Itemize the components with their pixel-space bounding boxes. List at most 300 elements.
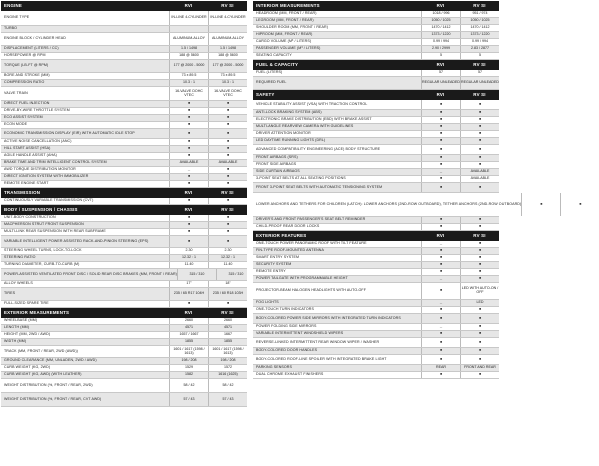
spec-value-rvi: 1582 [169,372,208,378]
spec-value-rvsi: 4571 [208,325,247,331]
spec-value-rvi [169,26,208,32]
spec-label: HILL START ASSIST (HSA) [4,146,51,151]
spec-row-power-folding-side-mirrors [253,324,499,331]
standard-bullet-icon [169,229,208,235]
spec-label: REVERSE-LINKED INTERMITTENT REAR WINDOW WIPER / WASHER [256,339,380,344]
standard-bullet-icon [460,124,499,130]
trim-column-label-rvi: RVI [436,61,445,67]
spec-row-displacement-liters-cc [1,46,247,53]
spec-value-rvsi: 58 / 42 [208,379,247,392]
spec-row-direct-ignition-system-with-immobilizer [1,174,247,181]
spec-label: ECON MODE [4,122,28,127]
standard-bullet-icon [169,101,208,107]
spec-row-awd-torque-distribution-monitor [1,167,247,174]
spec-label: PROJECTOR-BEAM HALOGEN HEADLIGHTS WITH AUTO-OFF [256,288,366,293]
spec-row-variable-intelligent-power-assisted-rack [1,236,247,248]
standard-bullet-icon [460,255,499,261]
spec-row-active-noise-cancellation-anc [1,139,247,146]
standard-bullet-icon [208,301,247,307]
spec-label: PARKING SENSORS [256,365,292,370]
spec-row-economic-transmission-display-eir-with-a [1,129,247,139]
spec-row-passenger-volume-m-liters [253,46,499,53]
spec-label: LED DAYTIME RUNNING LIGHTS (DRL) [256,138,326,143]
standard-bullet-icon [421,372,460,378]
section-title: INTERIOR MEASUREMENTS [256,2,320,8]
standard-bullet-icon [169,215,208,221]
spec-value-rvsi: FRONT AND REAR [460,365,499,371]
standard-bullet-icon [208,174,247,180]
spec-value-rvi: REGULAR UNLEADED [421,77,460,89]
spec-label: FOG LIGHTS [256,300,279,305]
section-header-exterior-measurements [1,308,247,318]
spec-label: WHEELBASE (MM) [4,318,38,323]
spec-value-rvsi: 57 [460,70,499,76]
spec-label: DRIVE-BY-WIRE THROTTLE SYSTEM [4,108,70,113]
spec-row-hill-start-assist-hsa [1,146,247,153]
spec-label: MACPHERSON STRUT FRONT SUSPENSION [4,222,84,227]
spec-value-rvsi: 315 / 310 [216,269,255,280]
spec-label: HORSEPOWER @ RPM [4,53,46,58]
spec-label: MULTI-ANGLE REARVIEW CAMERA WITH GUIDELINES [256,124,354,129]
spec-row-body-colored-door-handles [253,348,499,355]
standard-bullet-icon [208,129,247,138]
spec-value-rvsi: 18" [208,281,247,287]
standard-bullet-icon [208,139,247,145]
spec-value-rvsi: 57 / 43 [208,393,247,406]
spec-value-rvi: 1657 / 1667 [169,332,208,338]
spec-value-rvi: REAR [421,365,460,371]
standard-bullet-icon [169,129,208,138]
spec-row-econ-mode [1,122,247,129]
standard-bullet-icon [208,101,247,107]
spec-row-turning-diameter-curb-to-curb-m [1,262,247,269]
spec-value-rvi: 1529 [169,365,208,371]
trim-column-label-rvsi: RV SI [221,2,234,8]
standard-bullet-icon [421,117,460,123]
spec-row-fog-lights [253,300,499,307]
spec-row-curb-weight-kg-2wd [1,365,247,372]
spec-label: LEGROOM (MM, FRONT / REAR) [256,18,314,23]
standard-bullet-icon [460,276,499,282]
standard-bullet-icon [460,372,499,378]
standard-bullet-icon [421,338,460,347]
spec-row-remote-entry [253,269,499,276]
spec-row-curb-weight-kg-awd-with-leather [1,372,247,379]
spec-label: ELECTRONIC BRAKE DISTRIBUTION (EBD) WITH BRAKE ASSIST [256,117,372,122]
trim-column-label-rvi: RVI [436,91,445,97]
standard-bullet-icon [460,138,499,144]
spec-value-rvsi: ALUMINUM-ALLOY [208,33,247,45]
spec-value-rvi: 57 [421,70,460,76]
spec-row-parking-sensors [253,365,499,372]
standard-bullet-icon [421,124,460,130]
spec-label: UNIT-BODY CONSTRUCTION [4,215,56,220]
standard-bullet-icon [421,331,460,337]
spec-label: AWD TORQUE DISTRIBUTION MONITOR [4,167,76,172]
standard-bullet-icon [421,176,460,182]
spec-row-unit-body-construction [1,215,247,222]
spec-row-multi-link-rear-suspension-with-rear-sub [1,229,247,236]
spec-label: REMOTE ENTRY [256,269,286,274]
standard-bullet-icon [421,183,460,192]
section-header-interior-measurements [253,1,499,11]
standard-bullet-icon [169,122,208,128]
spec-label: TRACK (MM, FRONT / REAR, 2WD (AWD)) [4,348,78,353]
standard-bullet-icon [460,324,499,330]
spec-label: POWER-ASSISTED VENTILATED FRONT DISC / SOLID REAR DISC BRAKES (MM, FRONT / REAR) [4,271,177,276]
standard-bullet-icon [421,162,460,168]
spec-label: TIRES [4,291,16,296]
section-title: FUEL & CAPACITY [256,61,299,67]
standard-bullet-icon [169,301,208,307]
spec-value-rvsi: 1373 / 1220 [460,32,499,38]
standard-bullet-icon [421,145,460,154]
standard-bullet-icon [460,331,499,337]
spec-row-front-airbags-srs [253,155,499,162]
spec-row-cargo-volume-m-liters [253,39,499,46]
spec-label: HEADROOM (MM, FRONT / REAR) [256,11,317,16]
spec-label: CONTINUOUSLY VARIABLE TRANSMISSION (CVT) [4,198,94,203]
spec-value-rvi: 57 / 43 [169,393,208,406]
spec-label: VARIABLE INTELLIGENT POWER ASSISTED RACK-AND-PINION STEERING (EPS) [4,238,149,243]
spec-label: DISPLACEMENT (LITERS / CC) [4,46,59,51]
standard-bullet-icon [169,236,208,247]
spec-value-rvi: 11.40 [169,262,208,268]
section-title: TRANSMISSION [4,189,41,195]
spec-value-rvi: 315 / 310 [177,269,216,280]
section-header-body-suspension-chassis [1,205,247,215]
spec-label: TORQUE (LB-FT @ RPM) [4,63,49,68]
spec-row-horsepower-rpm [1,53,247,60]
spec-value-rvsi: REGULAR UNLEADED [460,77,499,89]
spec-row-driver-s-and-front-passenger-s-seat-belt [253,217,499,224]
spec-label: DIRECT FUEL INJECTION [4,101,50,106]
spec-row-width-mm [1,339,247,346]
spec-value-rvi: 4571 [169,325,208,331]
section-title: EXTERIOR MEASUREMENTS [4,309,70,315]
spec-label: SIDE CURTAIN AIRBAGS [256,169,300,174]
spec-row-advanced-compatibility-engineering-ace-b [253,145,499,155]
spec-row-lower-anchors-and-tethers-for-children-l [253,193,522,217]
spec-row-ground-clearance-mm-unladen-2wd-awd [1,358,247,365]
standard-bullet-icon [460,224,499,230]
standard-bullet-icon [169,222,208,228]
spec-label: ECONOMIC TRANSMISSION DISPLAY (EIR) WITH AUTOMATIC IDLE STOP [4,130,135,135]
spec-value-rvi: 10.3 : 1 [169,80,208,86]
spec-row-brake-time-and-trim-intelligent-control- [1,160,247,167]
spec-value-rvsi: 5 [460,53,499,59]
spec-value-rvsi: 235 / 60 R18 103H [208,288,247,300]
spec-value-rvsi: LED WITH AUTO-ON / OFF [460,283,499,299]
spec-row-electronic-brake-distribution-ebd-with-b [253,117,499,124]
spec-value-rvsi: 16-VALVE DOHC VTEC [208,87,247,100]
spec-label: HEIGHT (MM, 2WD / AWD) [4,332,51,337]
spec-label: FRONT SIDE AIRBAGS [256,162,297,167]
spec-row-legroom-mm-front-rear [253,18,499,25]
standard-bullet-icon [208,198,247,204]
spec-label: WEIGHT DISTRIBUTION (%, FRONT / REAR, 2WD) [4,382,93,387]
right-spec-column [253,1,522,379]
standard-bullet-icon [421,138,460,144]
spec-label: WEIGHT DISTRIBUTION (%, FRONT / REAR, CVT AWD) [4,396,102,401]
trim-column-label-rvsi: RV SI [473,61,486,67]
not-available-dash-icon [421,241,460,247]
spec-label: AGILE HANDLE ASSIST (AHA) [4,153,57,158]
spec-value-rvsi: LED [460,300,499,306]
section-title: ENGINE [4,2,23,8]
spec-row-engine-type [1,11,247,26]
standard-bullet-icon [460,183,499,192]
standard-bullet-icon [208,122,247,128]
spec-label: VEHICLE STABILITY ASSIST (VSA) WITH TRACTION CONTROL [256,101,368,106]
spec-row-macpherson-strut-front-suspension [1,222,247,229]
trim-column-label-rvsi: RV SI [221,206,234,212]
standard-bullet-icon [421,355,460,364]
standard-bullet-icon [460,131,499,137]
section-header-safety [253,90,499,100]
trim-column-label-rvsi: RV SI [221,189,234,195]
spec-row-bore-and-stroke-mm [1,73,247,80]
spec-row-drive-by-wire-throttle-system [1,108,247,115]
spec-row-body-colored-power-side-mirrors-with-int [253,314,499,324]
spec-row-one-touch-turn-indicators [253,307,499,314]
spec-value-rvsi: 2660 [208,318,247,324]
trim-column-label-rvsi: RV SI [473,2,486,8]
standard-bullet-icon [169,198,208,204]
spec-value-rvsi: 1572 [208,365,247,371]
spec-row-projector-beam-halogen-headlights-with-a [253,283,499,300]
spec-row-turbo [1,26,247,33]
spec-value-rvsi: AVAILABLE [208,160,247,166]
standard-bullet-icon [460,248,499,254]
spec-row-direct-fuel-injection [1,101,247,108]
spec-value-rvsi: 2.30 [208,248,247,254]
standard-bullet-icon [421,255,460,261]
spec-value-rvi: 12.32 : 1 [169,255,208,261]
standard-bullet-icon [169,181,208,187]
standard-bullet-icon [421,110,460,116]
spec-row-power-assisted-ventilated-front-disc-sol [1,269,247,281]
spec-value-rvsi: 73 x 89.5 [208,73,247,79]
spec-row-variable-intermittent-windshield-wipers [253,331,499,338]
standard-bullet-icon [460,110,499,116]
spec-value-rvi: 58 / 42 [169,379,208,392]
standard-bullet-icon [460,117,499,123]
standard-bullet-icon [460,155,499,161]
spec-label: ONE-TOUCH POWER PANORAMIC ROOF WITH TILT FEATURE [256,241,367,246]
standard-bullet-icon [208,229,247,235]
spec-label: DRIVER ATTENTION MONITOR [256,131,311,136]
standard-bullet-icon [421,314,460,323]
spec-row-anti-lock-braking-system-abs [253,110,499,117]
spec-value-rvsi: AVAILABLE [460,169,499,175]
section-title: EXTERIOR FEATURES [256,232,307,238]
spec-label: CURB WEIGHT (KG, AWD) (WITH LEATHER) [4,372,82,377]
standard-bullet-icon [421,155,460,161]
standard-bullet-icon [421,262,460,268]
spec-value-rvi: 17" [169,281,208,287]
trim-column-label-rvsi: RV SI [221,309,234,315]
spec-label: COMPRESSION RATIO [4,80,45,85]
spec-label: FRONT AIRBAGS (SRS) [256,155,298,160]
spec-label: BODY-COLORED ROOF-LINE SPOILER WITH INTEGRATED BRAKE LIGHT [256,356,387,361]
spec-label: MULTI-LINK REAR SUSPENSION WITH REAR SUBFRAME [4,229,106,234]
standard-bullet-icon [169,153,208,159]
not-available-dash-icon [421,324,460,330]
spec-value-rvi: 1470 / 1412 [421,25,460,31]
spec-row-tires [1,288,247,301]
spec-label: ALLOY WHEELS [4,281,33,286]
section-header-engine [1,1,247,11]
spec-label: FIN-TYPE ROOF-MOUNTED ANTENNA [256,248,324,253]
trim-column-label-rvsi: RV SI [473,91,486,97]
spec-value-rvsi: AVAILABLE [460,176,499,182]
spec-row-seating-capacity [253,53,499,60]
spec-row-fuel-liters [253,70,499,77]
spec-label: DUAL CHROME EXHAUST FINISHERS [256,372,324,377]
spec-row-hiproom-mm-front-rear [253,32,499,39]
section-header-exterior-features [253,231,499,241]
spec-label: SMART ENTRY SYSTEM [256,255,300,260]
spec-label: ECO ASSIST SYSTEM [4,115,43,120]
standard-bullet-icon [460,314,499,323]
spec-value-rvsi: 1050 / 1025 [460,18,499,24]
standard-bullet-icon [169,108,208,114]
standard-bullet-icon [169,174,208,180]
trim-column-label-rvi: RVI [436,232,445,238]
spec-label: TURBO [4,26,18,31]
spec-value-rvi: 1.5 / 1498 [169,46,208,52]
spec-label: HIPROOM (MM, FRONT / REAR) [256,32,313,37]
spec-label: LENGTH (MM) [4,325,30,330]
standard-bullet-icon [421,348,460,354]
spec-row-one-touch-power-panoramic-roof-with-tilt [253,241,499,248]
spec-value-rvi: 2660 [169,318,208,324]
spec-row-steering-ratio [1,255,247,262]
standard-bullet-icon [208,236,247,247]
spec-label: CURB WEIGHT (KG, 2WD) [4,365,51,370]
spec-value-rvsi: 12.32 : 1 [208,255,247,261]
trim-column-label-rvi: RVI [184,2,193,8]
spec-row-body-colored-roof-line-spoiler-with-inte [253,355,499,365]
spec-label: SEATING CAPACITY [256,53,292,58]
trim-column-label-rvsi: RV SI [473,232,486,238]
standard-bullet-icon [421,100,460,109]
standard-bullet-icon [208,181,247,187]
spec-row-led-daytime-running-lights-drl [253,138,499,145]
spec-value-rvsi: IN-LINE 4-CYLINDER [208,11,247,25]
spec-label: FULL-SIZED SPARE TIRE [4,301,49,306]
spec-label: DIRECT IGNITION SYSTEM WITH IMMOBILIZER [4,174,89,179]
spec-label: BODY-COLORED DOOR HANDLES [256,348,318,353]
spec-value-rvsi: 188 @ 5600 [208,53,247,59]
left-spec-column [1,1,247,407]
standard-bullet-icon [208,222,247,228]
standard-bullet-icon [460,355,499,364]
standard-bullet-icon [421,269,460,275]
spec-value-rvi: AVAILABLE [169,160,208,166]
standard-bullet-icon [208,108,247,114]
standard-bullet-icon [460,100,499,109]
spec-value-rvsi [208,26,247,32]
spec-label: PASSENGER VOLUME (M³ / LITERS) [256,46,321,51]
spec-value-rvsi: 1667 [208,332,247,338]
standard-bullet-icon [208,215,247,221]
spec-value-rvsi: 951 / 974 [460,11,499,17]
standard-bullet-icon [421,307,460,313]
standard-bullet-icon [421,283,460,299]
spec-row-vehicle-stability-assist-vsa-with-tracti [253,100,499,110]
spec-value-rvsi: 1.5 / 1498 [208,46,247,52]
spec-row-3-point-seat-belts-at-all-seating-positi [253,176,499,183]
spec-label: ONE-TOUCH TURN INDICATORS [256,307,314,312]
spec-row-security-system [253,262,499,269]
spec-label: BRAKE TIME AND TRIM INTELLIGENT CONTROL SYSTEM [4,160,107,165]
section-header-transmission [1,188,247,198]
spec-label: ENGINE BLOCK / CYLINDER HEAD [4,36,66,41]
spec-row-alloy-wheels [1,281,247,288]
standard-bullet-icon [208,153,247,159]
standard-bullet-icon [460,162,499,168]
spec-label: ANTI-LOCK BRAKING SYSTEM (ABS) [256,110,322,115]
spec-row-child-proof-rear-door-locks [253,224,499,231]
trim-column-label-rvi: RVI [184,206,193,212]
spec-label: SECURITY SYSTEM [256,262,292,267]
spec-label: REMOTE ENGINE START [4,181,49,186]
spec-value-rvi: ALUMINUM-ALLOY [169,33,208,45]
spec-value-rvsi: 1470 / 1412 [460,25,499,31]
standard-bullet-icon [208,146,247,152]
spec-value-rvsi: 1601 / 1617 (1598 / 1613) [208,346,247,357]
spec-row-weight-distribution-front-rear-cvt-awd [1,393,247,407]
standard-bullet-icon [169,115,208,121]
spec-label: GROUND CLEARANCE (MM, UNLADEN, 2WD / AWD) [4,358,97,363]
not-available-dash-icon [421,300,460,306]
spec-row-compression-ratio [1,80,247,87]
spec-row-wheelbase-mm [1,318,247,325]
spec-value-rvi: 1601 / 1617 (1598 / 1613) [169,346,208,357]
spec-row-reverse-linked-intermittent-rear-window- [253,338,499,348]
spec-row-driver-attention-monitor [253,131,499,138]
spec-label: REQUIRED FUEL [256,80,287,85]
spec-label: CARGO VOLUME (M³ / LITERS) [256,39,312,44]
not-available-dash-icon [421,276,460,282]
spec-value-rvi: 73 x 89.5 [169,73,208,79]
spec-row-headroom-mm-front-rear [253,11,499,18]
spec-label: BODY-COLORED POWER SIDE MIRRORS WITH INTEGRATED TURN INDICATORS [256,315,401,320]
spec-label: POWER FOLDING SIDE MIRRORS [256,324,317,329]
spec-row-multi-angle-rearview-camera-with-guideli [253,124,499,131]
spec-value-rvi: 1050 / 1025 [421,18,460,24]
standard-bullet-icon [521,193,560,216]
spec-row-power-tailgate-with-programmable-height [253,276,499,283]
spec-value-rvsi: 11.40 [208,262,247,268]
standard-bullet-icon [460,145,499,154]
not-available-dash-icon [169,167,208,173]
spec-label: LOWER ANCHORS AND TETHERS FOR CHILDREN (LATCH): LOWER ANCHORS (2ND-ROW OUTBOARD), TETHER ANCHORS (2ND-ROW OUTBOARD) [256,201,522,206]
spec-value-rvsi: 198 / 208 [208,358,247,364]
spec-row-height-mm-2wd-awd [1,332,247,339]
spec-label: FUEL (LITERS) [256,70,283,75]
spec-label: STEERING WHEEL TURNS, LOCK-TO-LOCK [4,248,82,253]
standard-bullet-icon [169,146,208,152]
standard-bullet-icon [460,338,499,347]
spec-label: TURNING DIAMETER, CURB-TO-CURB (M) [4,262,80,267]
trim-column-label-rvi: RVI [436,2,445,8]
spec-label: ACTIVE NOISE CANCELLATION (ANC) [4,139,72,144]
spec-label: ADVANCED COMPATIBILITY ENGINEERING (ACE) BODY STRUCTURE [256,146,381,151]
spec-row-steering-wheel-turns-lock-to-lock [1,248,247,255]
